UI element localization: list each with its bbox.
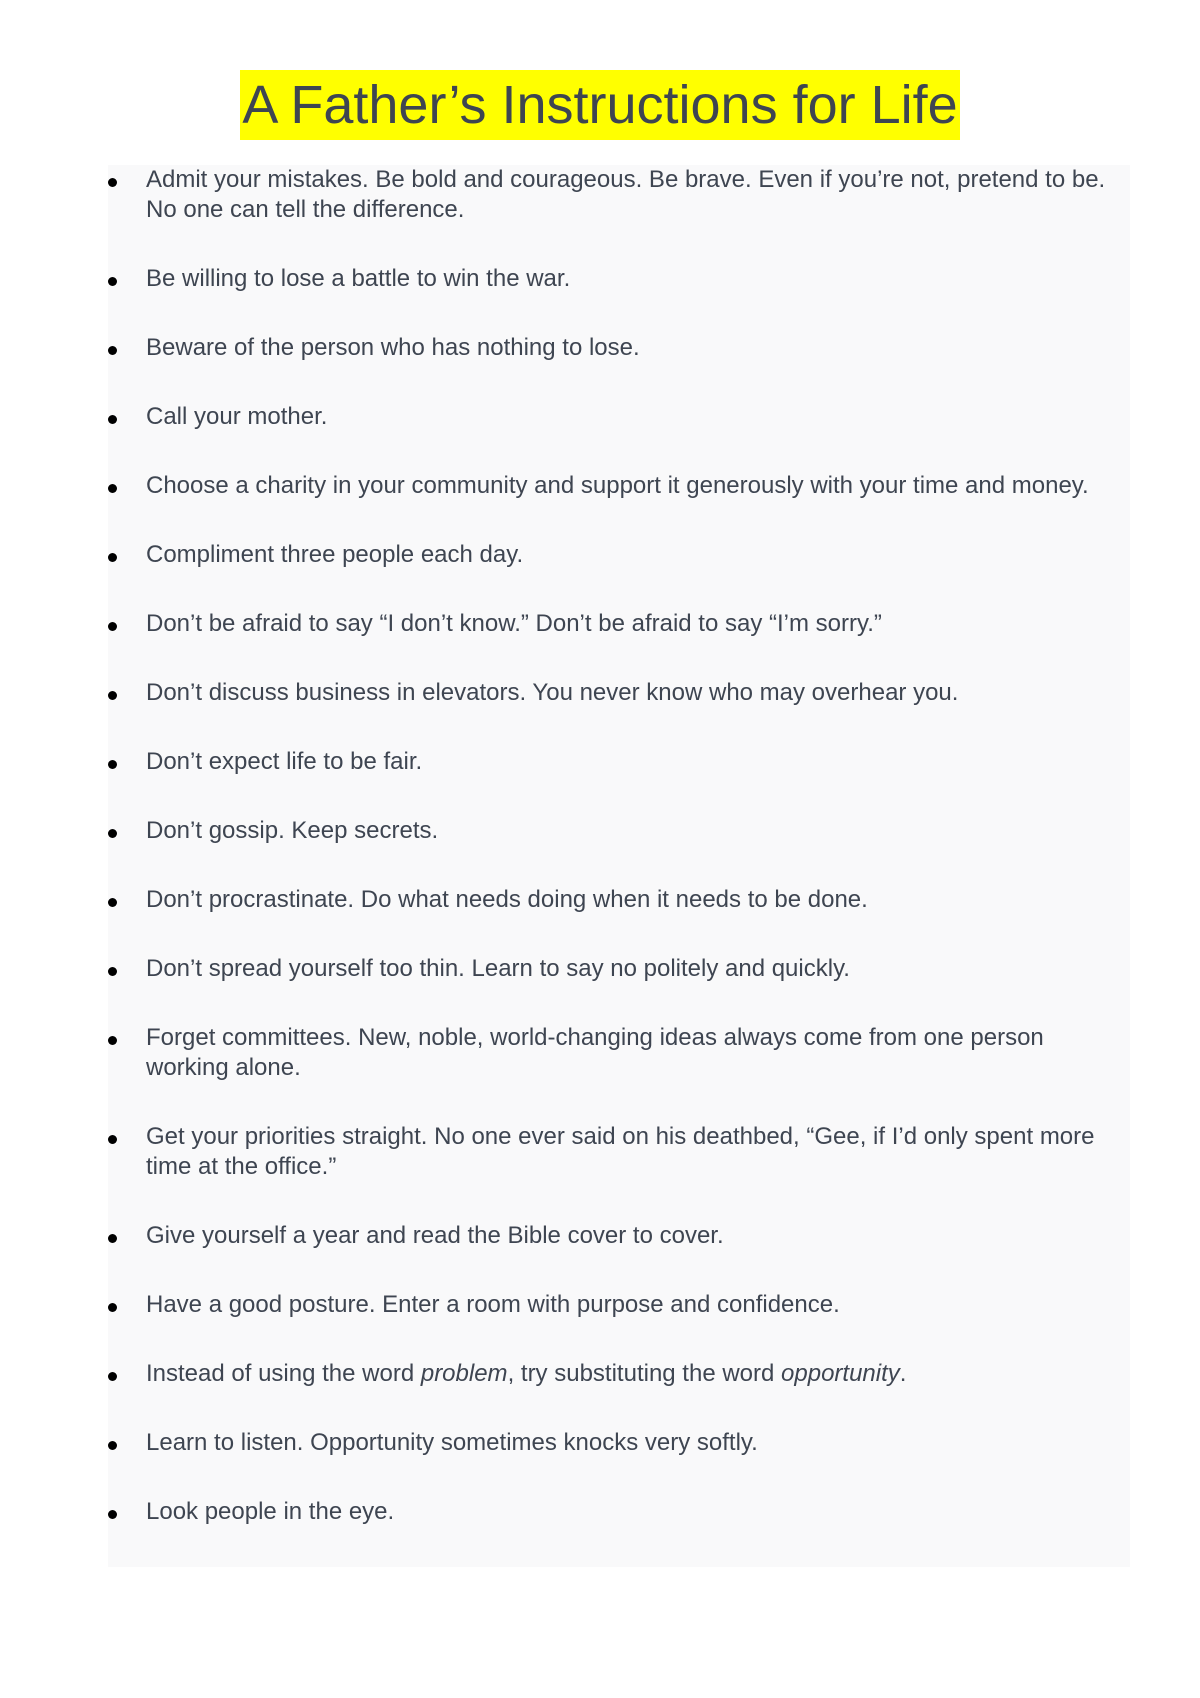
list-item bbox=[108, 1290, 1130, 1320]
bullet-icon bbox=[108, 1372, 117, 1381]
bullet-icon bbox=[108, 415, 117, 424]
list-item-text: Don’t discuss business in elevators. You never know who may overhear you. bbox=[146, 679, 959, 706]
list-item-text: Beware of the person who has nothing to lose. bbox=[146, 334, 640, 361]
list-item bbox=[108, 747, 1130, 777]
list-item-text: Don’t expect life to be fair. bbox=[146, 748, 423, 775]
list-item-text: Don’t gossip. Keep secrets. bbox=[146, 817, 439, 844]
bullet-icon bbox=[108, 967, 117, 976]
bullet-icon bbox=[108, 691, 117, 700]
bullet-icon bbox=[108, 1303, 117, 1312]
bullet-icon bbox=[108, 829, 117, 838]
bullet-icon bbox=[108, 553, 117, 562]
list-item bbox=[108, 1122, 1130, 1182]
bullet-icon bbox=[108, 484, 117, 493]
list-item bbox=[108, 678, 1130, 708]
list-item-emphasis-problem: problem bbox=[420, 1360, 508, 1387]
list-item bbox=[108, 1023, 1130, 1083]
list-item-text: Don’t procrastinate. Do what needs doing when it needs to be done. bbox=[146, 886, 868, 913]
bullet-icon bbox=[108, 178, 117, 187]
instructions-list-block bbox=[108, 165, 1130, 1567]
list-item bbox=[108, 165, 1130, 225]
list-item bbox=[108, 1359, 1130, 1389]
bullet-icon bbox=[108, 1234, 117, 1243]
bullet-icon bbox=[108, 622, 117, 631]
bullet-icon bbox=[108, 277, 117, 286]
list-item bbox=[108, 264, 1130, 294]
list-item bbox=[108, 402, 1130, 432]
bullet-icon bbox=[108, 1441, 117, 1450]
list-item-text: Have a good posture. Enter a room with purpose and confidence. bbox=[146, 1291, 840, 1318]
list-item-text: Be willing to lose a battle to win the war. bbox=[146, 265, 571, 292]
list-item bbox=[108, 333, 1130, 363]
instructions-list bbox=[108, 165, 1130, 1527]
bullet-icon bbox=[108, 1135, 117, 1144]
list-item-text: Give yourself a year and read the Bible cover to cover. bbox=[146, 1222, 724, 1249]
list-item bbox=[108, 816, 1130, 846]
list-item-text: Choose a charity in your community and support it generously with your time and money. bbox=[146, 472, 1089, 499]
list-item bbox=[108, 609, 1130, 639]
list-item-text-b: , try substituting the word bbox=[507, 1360, 782, 1387]
list-item-emphasis-opportunity: opportunity bbox=[781, 1360, 900, 1387]
list-item bbox=[108, 885, 1130, 915]
list-item-text: Learn to listen. Opportunity sometimes knocks very softly. bbox=[146, 1429, 758, 1456]
bullet-icon bbox=[108, 346, 117, 355]
list-item bbox=[108, 540, 1130, 570]
list-item-text: Call your mother. bbox=[146, 403, 328, 430]
list-item-text: Look people in the eye. bbox=[146, 1498, 395, 1525]
list-item bbox=[108, 1221, 1130, 1251]
bullet-icon bbox=[108, 1036, 117, 1045]
list-item-text: Don’t be afraid to say “I don’t know.” Don’t be afraid to say “I’m sorry.” bbox=[146, 610, 882, 637]
list-item bbox=[108, 1428, 1130, 1458]
page-title: A Father’s Instructions for Life bbox=[240, 70, 959, 140]
list-item-text: Don’t spread yourself too thin. Learn to say no politely and quickly. bbox=[146, 955, 850, 982]
list-item-text: Admit your mistakes. Be bold and courageous. Be brave. Even if you’re not, pretend to be. No one can tell the difference. bbox=[146, 166, 1106, 223]
list-item-text-c: . bbox=[899, 1360, 907, 1387]
title-wrap bbox=[0, 70, 1200, 140]
bullet-icon bbox=[108, 1510, 117, 1519]
list-item-text: Get your priorities straight. No one ever said on his deathbed, “Gee, if I’d only spent more time at the office.” bbox=[146, 1123, 1095, 1180]
list-item-text: Compliment three people each day. bbox=[146, 541, 524, 568]
list-item-text: Forget committees. New, noble, world-changing ideas always come from one person working alone. bbox=[146, 1024, 1044, 1081]
list-item bbox=[108, 1497, 1130, 1527]
bullet-icon bbox=[108, 760, 117, 769]
list-item bbox=[108, 471, 1130, 501]
list-item bbox=[108, 954, 1130, 984]
bullet-icon bbox=[108, 898, 117, 907]
list-item-text-a: Instead of using the word bbox=[146, 1360, 421, 1387]
